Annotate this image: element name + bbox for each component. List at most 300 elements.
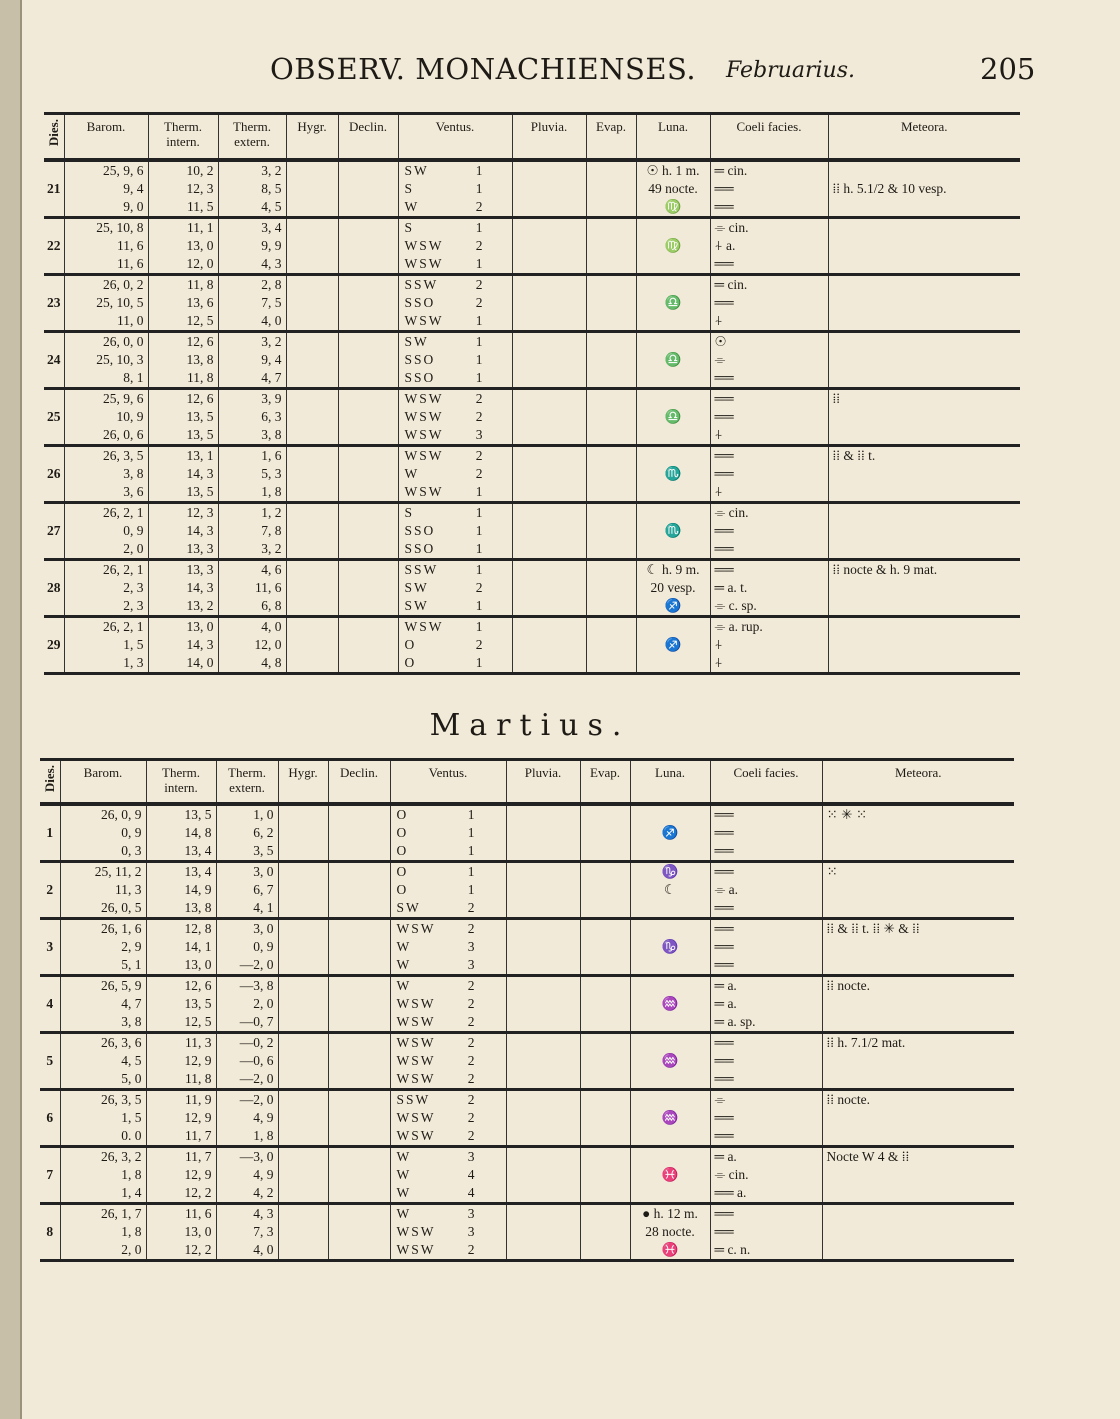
luna-cell: [630, 975, 710, 1032]
luna-value: ☉ h. 1 m.: [646, 162, 700, 178]
therm-intern-value: 13, 4: [184, 842, 212, 858]
wind-force: 2: [467, 1034, 475, 1050]
barometer-cell: [64, 217, 148, 274]
therm-extern-value: 7, 8: [261, 522, 282, 538]
col-declin: Declin.: [338, 114, 398, 160]
therm-intern-value: 11, 6: [185, 1205, 212, 1221]
pluvia-cell: [512, 388, 586, 445]
wind-cell: [390, 1146, 506, 1203]
wind-force: 1: [475, 561, 483, 577]
table-row: [40, 1203, 1014, 1260]
col-evap: Evap.: [586, 114, 636, 160]
meteora-cell: [828, 217, 1020, 274]
pluvia-cell: [512, 217, 586, 274]
declin-cell: [328, 1146, 390, 1203]
coeli-facies-cell: [710, 274, 828, 331]
therm-intern-value: 13, 5: [186, 483, 214, 499]
luna-cell: [636, 274, 710, 331]
wind-direction: O: [396, 863, 409, 879]
wind-force: 1: [475, 312, 483, 328]
evap-cell: [580, 861, 630, 918]
wind-force: 1: [475, 333, 483, 349]
meteora-cell: ⁞⁞ nocte.: [822, 1089, 1014, 1146]
therm-intern-value: 13, 2: [186, 597, 214, 613]
wind-direction: W: [404, 198, 420, 214]
declin-cell: [338, 388, 398, 445]
coeli-facies-value: ═ a. sp.: [714, 1013, 756, 1029]
col-hygr: Hygr.: [286, 114, 338, 160]
declin-cell: [338, 445, 398, 502]
therm-extern-value: —0, 7: [239, 1013, 274, 1029]
coeli-facies-value: ⌯ a.: [714, 881, 739, 897]
wind-force: 3: [467, 1148, 475, 1164]
evap-cell: [586, 445, 636, 502]
evap-cell: [586, 217, 636, 274]
wind-direction: WSW: [396, 1034, 436, 1050]
day-number: 5: [46, 1052, 54, 1068]
declin-cell: [328, 918, 390, 975]
wind-line: [391, 1109, 506, 1127]
therm-extern-value: 3, 9: [261, 390, 282, 406]
therm-intern-value: 11, 9: [185, 1091, 212, 1107]
col-dies: Dies.: [44, 114, 64, 160]
coeli-facies-value: ══: [714, 390, 734, 406]
therm-extern-value: 4, 9: [253, 1109, 274, 1125]
luna-value: 49 nocte.: [648, 180, 698, 196]
therm-extern-value: 1, 2: [261, 504, 282, 520]
coeli-facies-value: ══: [714, 522, 734, 538]
barometer-value: 26, 5, 9: [101, 977, 142, 993]
wind-direction: SW: [396, 899, 421, 915]
coeli-facies-cell: [710, 445, 828, 502]
day-number: 6: [46, 1109, 54, 1125]
wind-direction: WSW: [404, 483, 444, 499]
wind-direction: S: [404, 219, 415, 235]
wind-direction: WSW: [396, 1070, 436, 1086]
therm-intern-cell: [146, 1032, 216, 1089]
coeli-facies-cell: [710, 217, 828, 274]
therm-extern-cell: [218, 502, 286, 559]
coeli-facies-value: ══: [714, 956, 734, 972]
meteora-cell: Nocte W 4 & ⁞⁞: [822, 1146, 1014, 1203]
col-declin: Declin.: [328, 760, 390, 804]
therm-extern-value: —3, 8: [239, 977, 274, 993]
coeli-facies-cell: [710, 388, 828, 445]
col-meteora: Meteora.: [828, 114, 1020, 160]
luna-value: ♐: [664, 636, 682, 652]
luna-value: ● h. 12 m.: [642, 1205, 698, 1221]
coeli-facies-value: ⍭: [714, 654, 723, 670]
wind-force: 2: [475, 198, 483, 214]
wind-line: [391, 1148, 506, 1166]
wind-cell: [390, 975, 506, 1032]
hygr-cell: [286, 274, 338, 331]
luna-cell: [630, 1146, 710, 1203]
therm-intern-value: 11, 5: [187, 198, 214, 214]
therm-intern-value: 14, 9: [184, 881, 212, 897]
therm-intern-value: 11, 8: [187, 369, 214, 385]
luna-value: ♐: [661, 824, 679, 840]
barometer-value: 11, 6: [117, 237, 144, 253]
martius-table: [40, 758, 1014, 1262]
wind-line: [391, 938, 506, 956]
coeli-facies-value: ══: [714, 899, 734, 915]
hygr-cell: [286, 616, 338, 673]
therm-intern-value: 14, 3: [186, 579, 214, 595]
luna-value: ☾ h. 9 m.: [646, 561, 700, 577]
hygr-cell: [286, 445, 338, 502]
wind-direction: O: [404, 654, 417, 670]
barometer-value: 26, 0, 9: [101, 806, 142, 822]
wind-direction: SW: [404, 333, 429, 349]
coeli-facies-value: ══: [714, 1034, 734, 1050]
therm-intern-cell: [148, 559, 218, 616]
table-row: [44, 388, 1020, 445]
therm-intern-value: 14, 1: [184, 938, 212, 954]
col-luna: Luna.: [630, 760, 710, 804]
page-number: 205: [980, 52, 1036, 86]
luna-cell: [636, 502, 710, 559]
barometer-value: 26, 0, 0: [103, 333, 144, 349]
coeli-facies-value: ══: [714, 561, 734, 577]
luna-cell: [636, 559, 710, 616]
table-row: [40, 1089, 1014, 1146]
coeli-facies-value: ══: [714, 408, 734, 424]
coeli-facies-value: ══: [714, 1223, 734, 1239]
wind-line: [399, 180, 512, 198]
therm-intern-value: 12, 9: [184, 1052, 212, 1068]
barometer-value: 8, 1: [123, 369, 144, 385]
wind-line: [391, 1034, 506, 1052]
therm-intern-value: 13, 0: [186, 618, 214, 634]
wind-force: 2: [475, 390, 483, 406]
declin-cell: [328, 804, 390, 862]
wind-direction: SSO: [404, 369, 436, 385]
wind-cell: [390, 804, 506, 862]
therm-extern-value: 4, 5: [261, 198, 282, 214]
barometer-value: 3, 6: [123, 483, 144, 499]
therm-intern-value: 13, 5: [184, 806, 212, 822]
col-coeli: Coeli facies.: [710, 114, 828, 160]
barometer-value: 26, 2, 1: [103, 618, 144, 634]
wind-direction: WSW: [404, 237, 444, 253]
coeli-facies-value: ═ a.: [714, 995, 737, 1011]
barometer-cell: [64, 331, 148, 388]
wind-force: 1: [475, 540, 483, 556]
wind-direction: O: [396, 824, 409, 840]
wind-line: [391, 1184, 506, 1202]
therm-intern-cell: [146, 1146, 216, 1203]
coeli-facies-value: ══: [714, 842, 734, 858]
wind-line: [399, 162, 512, 180]
wind-force: 1: [475, 597, 483, 613]
coeli-facies-value: ══: [714, 465, 734, 481]
wind-line: [391, 977, 506, 995]
wind-direction: O: [396, 806, 409, 822]
barometer-value: 9, 0: [123, 198, 144, 214]
therm-intern-value: 11, 7: [185, 1127, 212, 1143]
coeli-facies-cell: [710, 160, 828, 218]
therm-intern-value: 13, 3: [186, 540, 214, 556]
wind-cell: [398, 388, 512, 445]
day-number: 25: [47, 408, 61, 424]
barometer-value: 25, 10, 5: [96, 294, 144, 310]
hygr-cell: [286, 160, 338, 218]
col-dies: Dies.: [40, 760, 60, 804]
coeli-facies-value: ⌯ c. sp.: [714, 597, 757, 613]
wind-direction: SW: [404, 162, 429, 178]
barometer-value: 11, 3: [115, 881, 142, 897]
wind-line: [399, 636, 512, 654]
barometer-value: 2, 3: [123, 597, 144, 613]
coeli-facies-cell: [710, 1089, 822, 1146]
luna-value: ♒: [661, 995, 679, 1011]
meteora-cell: ⁙ ✳ ⁙: [822, 804, 1014, 862]
barometer-cell: [60, 1032, 146, 1089]
therm-intern-value: 13, 6: [186, 294, 214, 310]
wind-direction: WSW: [404, 390, 444, 406]
barometer-value: 26, 1, 6: [101, 920, 142, 936]
barometer-value: 25, 9, 6: [103, 390, 144, 406]
table-row: [44, 160, 1020, 218]
day-number: 24: [47, 351, 61, 367]
wind-direction: O: [396, 881, 409, 897]
col-therm-intern: Therm. intern.: [148, 114, 218, 160]
wind-cell: [398, 331, 512, 388]
wind-direction: SSO: [404, 351, 436, 367]
wind-direction: W: [404, 465, 420, 481]
pluvia-cell: [506, 804, 580, 862]
coeli-facies-value: ══: [714, 938, 734, 954]
wind-force: 2: [467, 1109, 475, 1125]
therm-extern-cell: [216, 804, 278, 862]
wind-line: [399, 579, 512, 597]
coeli-facies-value: ═ c. n.: [714, 1241, 751, 1257]
col-ventus: Ventus.: [398, 114, 512, 160]
coeli-facies-value: ══: [714, 255, 734, 271]
luna-cell: [636, 388, 710, 445]
wind-direction: S: [404, 180, 415, 196]
wind-force: 1: [475, 654, 483, 670]
therm-extern-value: —2, 0: [239, 956, 274, 972]
wind-force: 2: [467, 977, 475, 993]
therm-extern-value: 12, 0: [254, 636, 282, 652]
barometer-value: 0, 3: [121, 842, 142, 858]
evap-cell: [586, 160, 636, 218]
col-barom: Barom.: [64, 114, 148, 160]
wind-line: [399, 351, 512, 369]
luna-value: ♒: [661, 1052, 679, 1068]
declin-cell: [328, 1203, 390, 1260]
therm-extern-value: 3, 0: [253, 920, 274, 936]
wind-direction: SW: [404, 597, 429, 613]
luna-cell: [630, 1089, 710, 1146]
barometer-value: 26, 0, 2: [103, 276, 144, 292]
therm-extern-value: 9, 4: [261, 351, 282, 367]
luna-value: 20 vesp.: [650, 579, 696, 595]
luna-cell: [630, 1203, 710, 1260]
therm-extern-value: 3, 8: [261, 426, 282, 442]
coeli-facies-cell: [710, 502, 828, 559]
barometer-value: 10, 9: [116, 408, 144, 424]
therm-extern-cell: [216, 1032, 278, 1089]
luna-value: ♐: [664, 597, 682, 613]
day-number: 22: [47, 237, 61, 253]
declin-cell: [328, 1032, 390, 1089]
pluvia-cell: [512, 445, 586, 502]
table-row: [40, 975, 1014, 1032]
wind-direction: WSW: [396, 1241, 436, 1257]
therm-extern-value: —2, 0: [239, 1091, 274, 1107]
coeli-facies-value: ══: [714, 1127, 734, 1143]
evap-cell: [586, 616, 636, 673]
wind-force: 2: [467, 1091, 475, 1107]
therm-extern-cell: [218, 274, 286, 331]
luna-cell: [630, 1032, 710, 1089]
wind-line: [391, 806, 506, 824]
coeli-facies-value: ══: [714, 920, 734, 936]
hygr-cell: [286, 388, 338, 445]
coeli-facies-value: ══: [714, 806, 734, 822]
day-number: 26: [47, 465, 61, 481]
therm-extern-value: 8, 5: [261, 180, 282, 196]
barometer-value: 26, 3, 5: [101, 1091, 142, 1107]
wind-force: 1: [475, 504, 483, 520]
therm-intern-cell: [146, 975, 216, 1032]
wind-force: 2: [475, 447, 483, 463]
wind-line: [391, 824, 506, 842]
coeli-facies-value: ☉: [714, 333, 727, 349]
wind-line: [399, 654, 512, 672]
wind-line: [399, 333, 512, 351]
wind-line: [391, 1127, 506, 1145]
wind-direction: WSW: [396, 1127, 436, 1143]
therm-extern-value: 4, 1: [253, 899, 274, 915]
wind-force: 1: [467, 806, 475, 822]
therm-intern-value: 12, 2: [184, 1184, 212, 1200]
februarius-table: [44, 112, 1020, 675]
therm-intern-value: 12, 2: [184, 1241, 212, 1257]
wind-line: [399, 465, 512, 483]
luna-value: ♎: [664, 294, 682, 310]
wind-direction: SSW: [404, 561, 439, 577]
wind-force: 1: [475, 219, 483, 235]
evap-cell: [586, 502, 636, 559]
evap-cell: [580, 1203, 630, 1260]
declin-cell: [338, 616, 398, 673]
barometer-cell: [64, 616, 148, 673]
coeli-facies-value: ⌯ cin.: [714, 219, 749, 235]
therm-extern-value: 9, 9: [261, 237, 282, 253]
col-therm-intern: Therm. intern.: [146, 760, 216, 804]
coeli-facies-value: ⌯ cin.: [714, 1166, 749, 1182]
coeli-facies-value: ══: [714, 1109, 734, 1125]
hygr-cell: [278, 804, 328, 862]
luna-value: ♍: [664, 237, 682, 253]
coeli-facies-cell: [710, 1203, 822, 1260]
wind-line: [391, 920, 506, 938]
therm-extern-value: 4, 7: [261, 369, 282, 385]
meteora-cell: ⁞⁞ h. 5.1/2 & 10 vesp.: [828, 160, 1020, 218]
table-row: [44, 274, 1020, 331]
evap-cell: [580, 918, 630, 975]
declin-cell: [328, 861, 390, 918]
therm-extern-cell: [218, 160, 286, 218]
hygr-cell: [278, 1146, 328, 1203]
therm-extern-cell: [216, 1146, 278, 1203]
evap-cell: [586, 388, 636, 445]
table-row: [44, 616, 1020, 673]
wind-force: 1: [467, 863, 475, 879]
wind-line: [399, 483, 512, 501]
barometer-value: 3, 8: [123, 465, 144, 481]
table-row: [40, 1032, 1014, 1089]
therm-intern-value: 13, 8: [186, 351, 214, 367]
barometer-value: 26, 2, 1: [103, 561, 144, 577]
wind-direction: W: [396, 956, 412, 972]
col-meteora: Meteora.: [822, 760, 1014, 804]
wind-force: 2: [475, 237, 483, 253]
wind-direction: SSW: [404, 276, 439, 292]
wind-direction: WSW: [396, 1223, 436, 1239]
meteora-cell: [822, 1203, 1014, 1260]
therm-intern-value: 13, 3: [186, 561, 214, 577]
wind-direction: SSO: [404, 294, 436, 310]
wind-line: [399, 198, 512, 216]
wind-line: [391, 1223, 506, 1241]
barometer-cell: [64, 445, 148, 502]
pluvia-cell: [506, 975, 580, 1032]
barometer-value: 0. 0: [121, 1127, 142, 1143]
barometer-value: 0, 9: [121, 824, 142, 840]
wind-line: [399, 597, 512, 615]
wind-cell: [390, 1089, 506, 1146]
coeli-facies-value: ══: [714, 198, 734, 214]
luna-value: ♏: [664, 522, 682, 538]
wind-direction: WSW: [396, 1109, 436, 1125]
barometer-value: 26, 0, 6: [103, 426, 144, 442]
hygr-cell: [286, 559, 338, 616]
col-therm-extern: Therm. extern.: [216, 760, 278, 804]
therm-extern-cell: [216, 861, 278, 918]
barometer-value: 5, 0: [121, 1070, 142, 1086]
therm-extern-value: 4, 6: [261, 561, 282, 577]
barometer-value: 1, 5: [121, 1109, 142, 1125]
wind-force: 3: [467, 1205, 475, 1221]
wind-cell: [390, 1203, 506, 1260]
therm-intern-value: 13, 5: [184, 995, 212, 1011]
wind-line: [399, 447, 512, 465]
therm-intern-value: 12, 5: [184, 1013, 212, 1029]
wind-direction: W: [396, 1148, 412, 1164]
barometer-value: 25, 9, 6: [103, 162, 144, 178]
wind-line: [391, 1013, 506, 1031]
wind-force: 2: [475, 465, 483, 481]
luna-value: ♓: [661, 1241, 679, 1257]
evap-cell: [580, 975, 630, 1032]
luna-value: ♓: [661, 1166, 679, 1182]
wind-direction: W: [396, 938, 412, 954]
coeli-facies-value: ══: [714, 1205, 734, 1221]
therm-intern-cell: [146, 861, 216, 918]
meteora-cell: ⁙: [822, 861, 1014, 918]
therm-intern-value: 11, 8: [187, 276, 214, 292]
therm-intern-cell: [148, 445, 218, 502]
therm-extern-value: 2, 0: [253, 995, 274, 1011]
table-row: [40, 1146, 1014, 1203]
luna-cell: [630, 918, 710, 975]
wind-direction: S: [404, 504, 415, 520]
